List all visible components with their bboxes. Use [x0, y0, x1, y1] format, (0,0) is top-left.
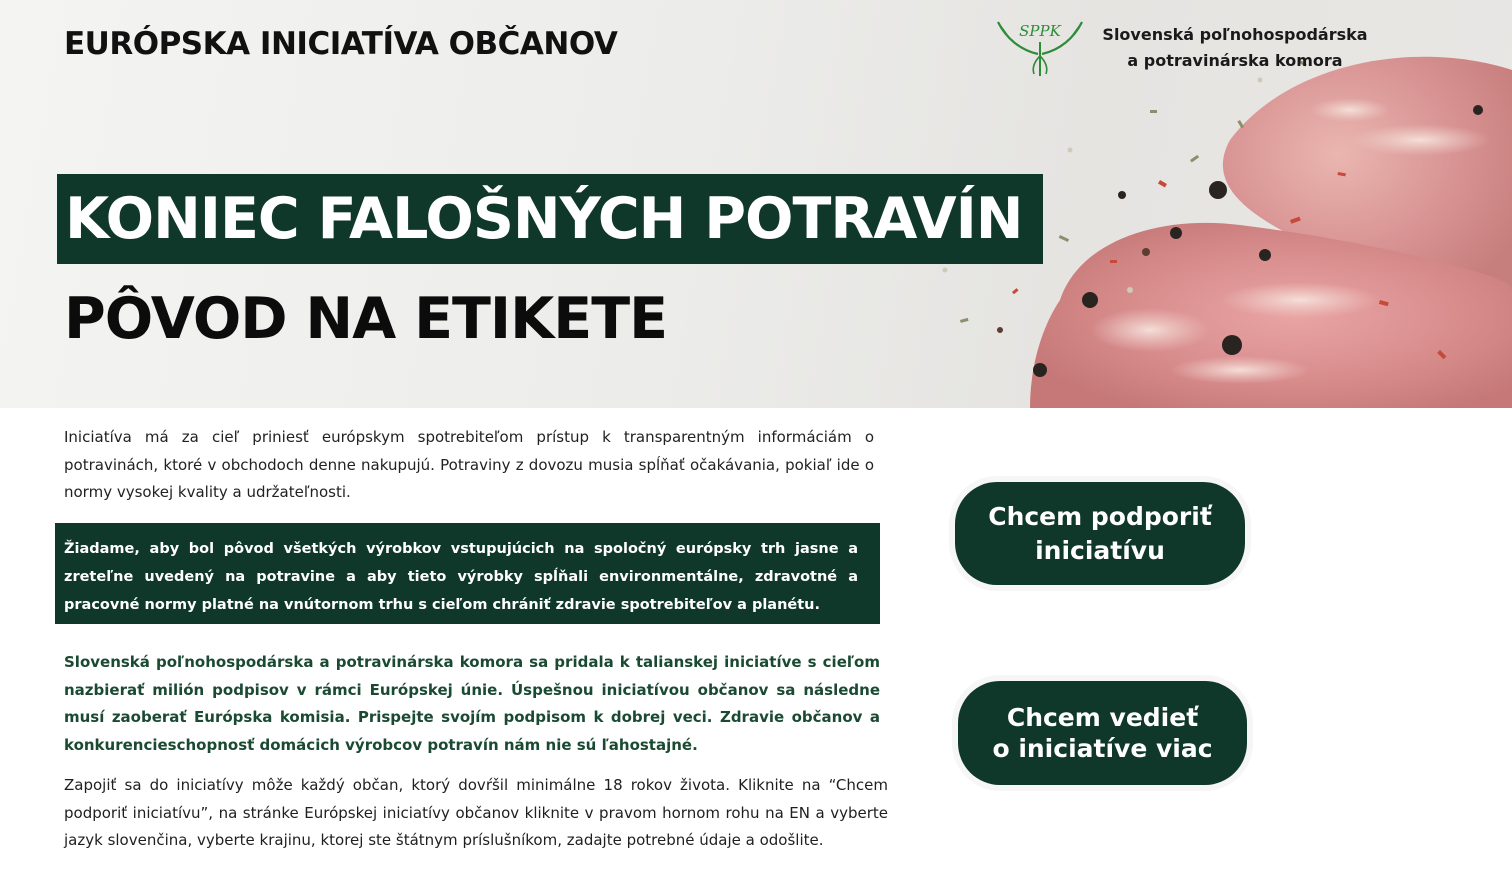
hero-banner [0, 0, 1512, 408]
how-to-paragraph: Zapojiť sa do iniciatívy môže každý občan, ktorý dovŕšil minimálne 18 rokov života. Kliknite na “Chcem podporiť iniciatívu”, na stránke Európskej iniciatívy občanov kliknite v pravom hornom rohu na EN a vyberte jazyk slovenčina, vyberte krajinu, ktorej ste štátnym príslušníkom, zadajte potrebné údaje a odošlite. [64, 776, 888, 849]
org-name-line2: a potravinárska komora [1127, 51, 1343, 70]
sppk-paragraph: Slovenská poľnohospodárska a potravinárska komora sa pridala k talianskej iniciatíve s cieľom nazbierať milión podpisov v rámci Európskej únie. Úspešnou iniciatívou občanov sa následne musí zaoberať Európska komisia. Prispejte svojím podpisom k dobrej veci. Zdravie občanov a konkurencieschopnosť domácich výrobcov potravín nám nie sú ľahostajné. [64, 653, 880, 754]
org-name-line1: Slovenská poľnohospodárska [1102, 25, 1368, 44]
logo-text: SPPK [1019, 22, 1061, 40]
support-button-label-line2: iniciatívu [1035, 535, 1165, 565]
headline-banner [57, 174, 1043, 264]
sppk-logo-icon[interactable] [994, 16, 1086, 78]
info-button-label-line2: o iniciatíve viac [992, 734, 1213, 763]
support-button-label-line1: Chcem podporiť [988, 501, 1212, 531]
organization-name [1090, 22, 1380, 74]
demand-paragraph: Žiadame, aby bol pôvod všetkých výrobkov vstupujúcich na spoločný európsky trh jasne a zreteľne uvedený na potravine a aby tieto výrobky spĺňali environmentálne, zdravotné a pracovné normy platné na vnútornom trhu s cieľom chrániť zdravie spotrebiteľov a planétu. [64, 541, 858, 613]
support-initiative-button[interactable] [955, 482, 1245, 585]
main-headline: KONIEC FALOŠNÝCH POTRAVÍN [65, 186, 1023, 252]
intro-paragraph: Iniciatíva má za cieľ priniesť európskym spotrebiteľom prístup k transparentným informáciám o potravinách, ktoré v obchodoch denne nakupujú. Potraviny z dovozu musia spĺňať očakávania, pokiaľ ide o normy vysokej kvality a udržateľnosti. [64, 428, 874, 501]
initiative-kicker: EURÓPSKA INICIATÍVA OBČANOV [64, 26, 618, 62]
learn-more-button[interactable] [958, 681, 1247, 785]
sub-headline: PÔVOD NA ETIKETE [64, 286, 668, 352]
demand-highlight-box [55, 523, 880, 624]
info-button-label-line1: Chcem vedieť [1006, 703, 1199, 732]
